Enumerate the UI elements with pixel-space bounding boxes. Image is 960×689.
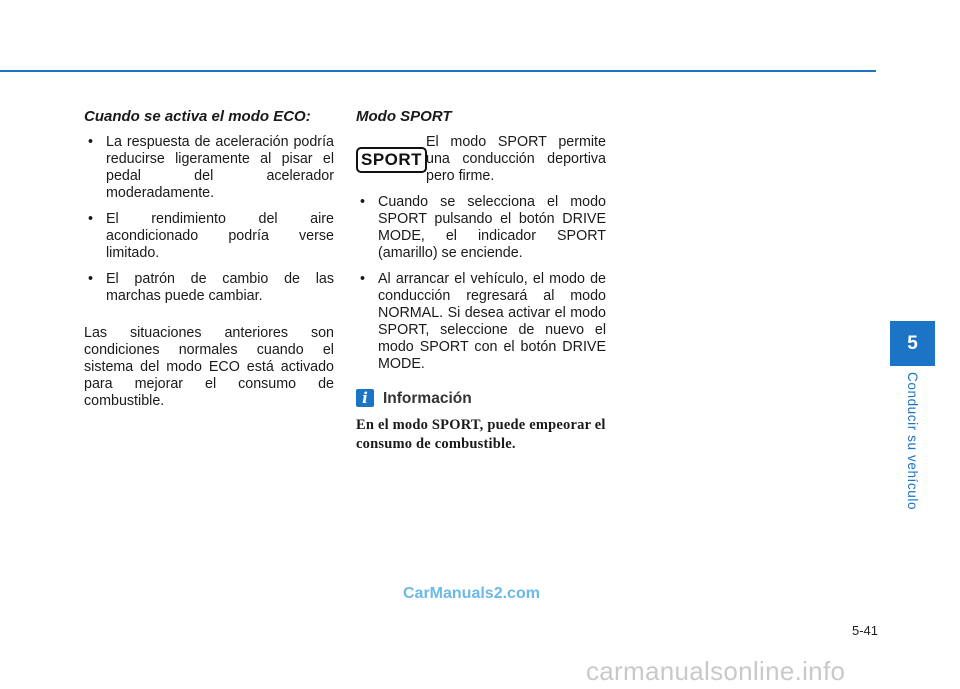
list-item: • El patrón de cambio de las marchas puede cambiar. xyxy=(84,271,334,305)
chapter-tab[interactable] xyxy=(890,321,935,366)
info-title: Información xyxy=(383,389,472,407)
info-icon: i xyxy=(356,389,374,407)
sport-mode-icon: SPORT xyxy=(356,147,427,173)
eco-paragraph: Las situaciones anteriores son condiciones normales cuando el sistema del modo ECO está activado para mejorar el consumo de combustible. xyxy=(84,325,334,409)
sport-bullet-list xyxy=(356,194,606,373)
list-item: • La respuesta de aceleración podría reducirse ligeramente al pisar el pedal del acelerador moderadamente. xyxy=(84,134,334,202)
list-item: • El rendimiento del aire acondicionado podría verse limitado. xyxy=(84,211,334,262)
chapter-title: Conducir su vehículo xyxy=(905,372,920,511)
chapter-number: 5 xyxy=(907,332,918,354)
sport-badge-wrap xyxy=(356,134,426,173)
eco-heading: Cuando se activa el modo ECO: xyxy=(84,108,311,125)
sport-heading: Modo SPORT xyxy=(356,108,452,125)
list-item: • Al arrancar el vehículo, el modo de conducción regresará al modo NORMAL. Si desea activar el modo SPORT, seleccione de nuevo el modo SPORT con el botón DRIVE MODE. xyxy=(356,271,606,373)
info-header xyxy=(356,389,606,407)
header-rule xyxy=(0,70,876,72)
watermark-carmanuals2[interactable]: CarManuals2.com xyxy=(403,585,540,602)
list-item: • Cuando se selecciona el modo SPORT pulsando el botón DRIVE MODE, el indicador SPORT (amarillo) se enciende. xyxy=(356,194,606,262)
eco-bullet-list xyxy=(84,134,334,305)
page-number: 5-41 xyxy=(851,623,878,638)
left-column xyxy=(84,108,334,410)
sport-intro-block xyxy=(356,134,606,185)
info-body: En el modo SPORT, puede empeorar el consumo de combustible. xyxy=(356,417,606,452)
watermark-carmanualsonline[interactable]: carmanualsonline.info xyxy=(586,656,846,686)
sport-intro: El modo SPORT permite una conducción deportiva pero firme. xyxy=(426,134,606,184)
right-column xyxy=(356,108,606,454)
